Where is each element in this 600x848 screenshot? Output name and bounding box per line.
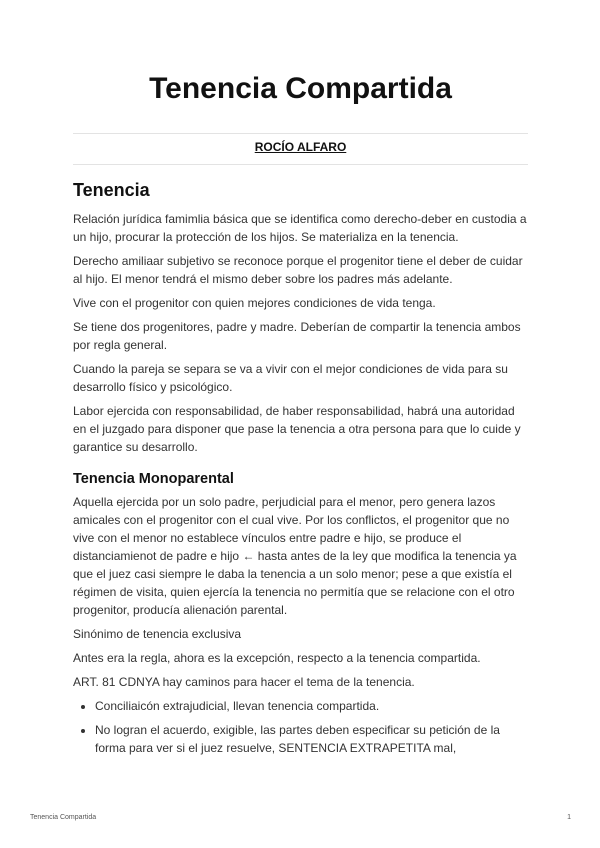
paragraph: Antes era la regla, ahora es la excepción, respecto a la tenencia compartida.	[73, 651, 481, 665]
list-item: • No logran el acuerdo, exigible, las partes deben especificar su petición de la forma para ver si el juez resuelve, SENTENCIA EXTRAPETITA mal,	[95, 721, 528, 757]
paragraph: Relación jurídica famimlia básica que se identifica como derecho-deber en custodia a un hijo, procurar la protección de los hijos. Se materializa en la tenencia.	[73, 212, 527, 244]
paragraph: Aquella ejercida por un solo padre, perjudicial para el menor, pero genera lazos amicales con el progenitor con el cual vive. Por los conflictos, el progenitor que no vive con el menor no establece vínculos entre padre e hijo, se produce el distanciamienot de padre e hijo ← hasta antes de la ley que modifica la tenencia ya que el juez casi siempre le daba la tenencia a un solo menor; pese a que existía el régimen de visita, quien ejercía la tenencia no permitía que se relacione con el otro progenitor, producía alienación parental.	[73, 495, 517, 617]
document-title: Tenencia Compartida	[149, 72, 452, 105]
paragraph: Derecho amiliaar subjetivo se reconoce porque el progenitor tiene el deber de cuidar al hijo. El menor tendrá el mismo deber sobre los padres más adelante.	[73, 254, 523, 286]
paragraph: ART. 81 CDNYA hay caminos para hacer el tema de la tenencia.	[73, 675, 415, 689]
divider	[73, 164, 528, 165]
footer-document-title: Tenencia Compartida	[30, 814, 97, 821]
bullet-list	[73, 697, 528, 757]
paragraph: Labor ejercida con responsabilidad, de haber responsabilidad, habrá una autoridad en el juzgado para disponer que pase la tenencia a otra persona para que lo cuide y garantice su desarrollo.	[73, 404, 521, 454]
paragraph: Sinónimo de tenencia exclusiva	[73, 627, 242, 641]
section-heading-tenencia: Tenencia	[73, 180, 150, 200]
author-name: ROCÍO ALFARO	[254, 140, 347, 154]
paragraph: Se tiene dos progenitores, padre y madre. Deberían de compartir la tenencia ambos por regla general.	[73, 320, 521, 352]
document-body	[73, 180, 528, 763]
divider	[73, 133, 528, 134]
footer-page-number: 1	[567, 814, 571, 821]
list-item: • Conciliaicón extrajudicial, llevan tenencia compartida.	[95, 697, 528, 715]
paragraph: Vive con el progenitor con quien mejores condiciones de vida tenga.	[73, 296, 436, 310]
paragraph: Cuando la pareja se separa se va a vivir con el mejor condiciones de vida para su desarrollo físico y psicológico.	[73, 362, 508, 394]
section-heading-monoparental: Tenencia Monoparental	[73, 471, 234, 487]
